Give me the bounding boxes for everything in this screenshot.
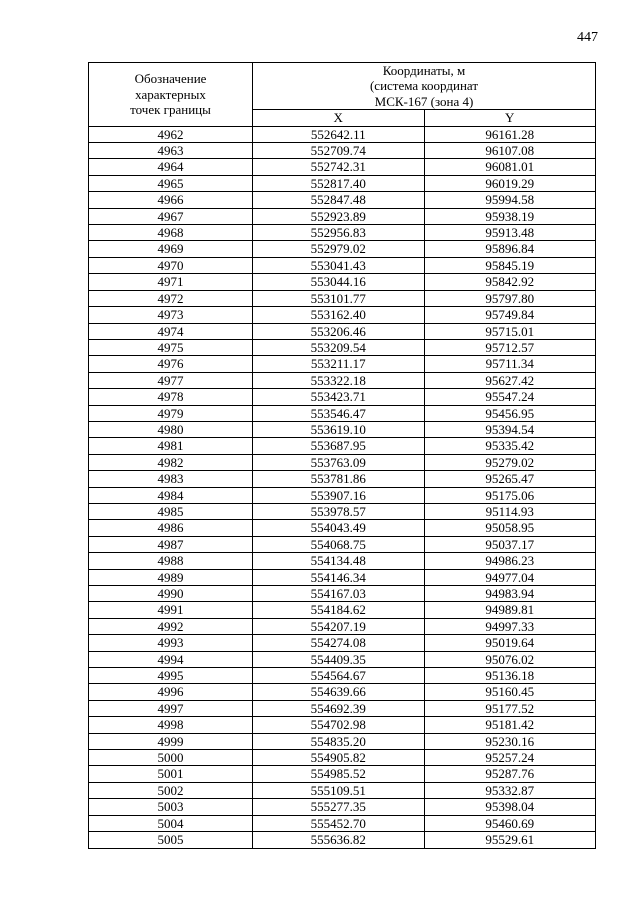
y-column-header: Y	[424, 110, 596, 126]
point-id-cell: 4974	[89, 323, 253, 339]
table-row	[89, 421, 596, 437]
x-coordinate-cell: 553781.86	[253, 471, 425, 487]
table-row	[89, 717, 596, 733]
y-coordinate-cell: 95749.84	[424, 307, 596, 323]
table-row	[89, 175, 596, 191]
x-coordinate-cell: 555277.35	[253, 799, 425, 815]
coords-header-line: Координаты, м	[382, 63, 466, 78]
x-coordinate-cell: 552847.48	[253, 192, 425, 208]
point-id-cell: 5002	[89, 782, 253, 798]
y-coordinate-cell: 95114.93	[424, 503, 596, 519]
x-coordinate-cell: 554692.39	[253, 700, 425, 716]
table-row	[89, 192, 596, 208]
x-coordinate-cell: 553546.47	[253, 405, 425, 421]
y-coordinate-cell: 94977.04	[424, 569, 596, 585]
table-row	[89, 159, 596, 175]
table-row	[89, 799, 596, 815]
y-coordinate-cell: 95715.01	[424, 323, 596, 339]
point-id-cell: 4977	[89, 372, 253, 388]
y-coordinate-cell: 95257.24	[424, 750, 596, 766]
table-row	[89, 257, 596, 273]
point-column-header	[89, 63, 253, 127]
y-coordinate-cell: 95529.61	[424, 832, 596, 848]
y-coordinate-cell: 95037.17	[424, 536, 596, 552]
y-coordinate-cell: 95177.52	[424, 700, 596, 716]
point-header-line: точек границы	[130, 102, 211, 118]
point-id-cell: 4996	[89, 684, 253, 700]
table-row	[89, 225, 596, 241]
table-row	[89, 290, 596, 306]
x-coordinate-cell: 553619.10	[253, 421, 425, 437]
table-row	[89, 815, 596, 831]
y-coordinate-cell: 95842.92	[424, 274, 596, 290]
point-id-cell: 4967	[89, 208, 253, 224]
point-id-cell: 4964	[89, 159, 253, 175]
point-id-cell: 4968	[89, 225, 253, 241]
y-coordinate-cell: 95181.42	[424, 717, 596, 733]
table-row	[89, 618, 596, 634]
table-row	[89, 126, 596, 142]
y-coordinate-cell: 96019.29	[424, 175, 596, 191]
table-row	[89, 733, 596, 749]
x-coordinate-cell: 552979.02	[253, 241, 425, 257]
point-id-cell: 4963	[89, 143, 253, 159]
table-row	[89, 520, 596, 536]
table-header	[89, 63, 596, 127]
x-coordinate-cell: 553206.46	[253, 323, 425, 339]
table-row	[89, 503, 596, 519]
point-id-cell: 4987	[89, 536, 253, 552]
point-id-cell: 4982	[89, 454, 253, 470]
table-row	[89, 143, 596, 159]
x-coordinate-cell: 552923.89	[253, 208, 425, 224]
table-row	[89, 602, 596, 618]
table-row	[89, 782, 596, 798]
y-coordinate-cell: 95019.64	[424, 635, 596, 651]
x-column-header: X	[253, 110, 425, 126]
x-coordinate-cell: 553763.09	[253, 454, 425, 470]
table-row	[89, 569, 596, 585]
point-id-cell: 4984	[89, 487, 253, 503]
y-coordinate-cell: 95547.24	[424, 389, 596, 405]
point-id-cell: 4995	[89, 668, 253, 684]
x-coordinate-cell: 552956.83	[253, 225, 425, 241]
point-id-cell: 4979	[89, 405, 253, 421]
y-coordinate-cell: 95175.06	[424, 487, 596, 503]
x-coordinate-cell: 554043.49	[253, 520, 425, 536]
y-coordinate-cell: 95627.42	[424, 372, 596, 388]
table-row	[89, 339, 596, 355]
y-coordinate-cell: 95994.58	[424, 192, 596, 208]
coordinates-column-header	[253, 63, 596, 110]
y-coordinate-cell: 95711.34	[424, 356, 596, 372]
table-row	[89, 487, 596, 503]
x-coordinate-cell: 552817.40	[253, 175, 425, 191]
page-number: 447	[577, 30, 598, 45]
y-coordinate-cell: 95845.19	[424, 257, 596, 273]
point-id-cell: 4975	[89, 339, 253, 355]
point-id-cell: 4985	[89, 503, 253, 519]
table-row	[89, 536, 596, 552]
point-id-cell: 4980	[89, 421, 253, 437]
x-coordinate-cell: 554639.66	[253, 684, 425, 700]
x-coordinate-cell: 552709.74	[253, 143, 425, 159]
y-coordinate-cell: 95279.02	[424, 454, 596, 470]
table-row	[89, 700, 596, 716]
table-row	[89, 372, 596, 388]
point-id-cell: 4966	[89, 192, 253, 208]
point-id-cell: 4969	[89, 241, 253, 257]
point-id-cell: 5001	[89, 766, 253, 782]
point-id-cell: 4965	[89, 175, 253, 191]
point-header-line: Обозначение	[134, 71, 207, 87]
table-body	[89, 126, 596, 848]
y-coordinate-cell: 95332.87	[424, 782, 596, 798]
coords-header-line: МСК-167 (зона 4)	[374, 93, 474, 109]
y-coordinate-cell: 95896.84	[424, 241, 596, 257]
y-coordinate-cell: 96161.28	[424, 126, 596, 142]
table-row	[89, 586, 596, 602]
x-coordinate-cell: 554207.19	[253, 618, 425, 634]
x-coordinate-cell: 553978.57	[253, 503, 425, 519]
y-coordinate-cell: 95136.18	[424, 668, 596, 684]
x-coordinate-cell: 555452.70	[253, 815, 425, 831]
table-row	[89, 405, 596, 421]
table-row	[89, 307, 596, 323]
point-id-cell: 4991	[89, 602, 253, 618]
y-coordinate-cell: 95394.54	[424, 421, 596, 437]
coordinates-table	[88, 62, 596, 849]
point-id-cell: 4998	[89, 717, 253, 733]
y-coordinate-cell: 96081.01	[424, 159, 596, 175]
y-coordinate-cell: 94989.81	[424, 602, 596, 618]
point-id-cell: 5003	[89, 799, 253, 815]
y-coordinate-cell: 95456.95	[424, 405, 596, 421]
point-id-cell: 4970	[89, 257, 253, 273]
x-coordinate-cell: 553322.18	[253, 372, 425, 388]
header-row	[89, 63, 596, 110]
y-coordinate-cell: 95058.95	[424, 520, 596, 536]
point-id-cell: 4999	[89, 733, 253, 749]
x-coordinate-cell: 554134.48	[253, 553, 425, 569]
y-coordinate-cell: 95797.80	[424, 290, 596, 306]
x-coordinate-cell: 554564.67	[253, 668, 425, 684]
table-row	[89, 832, 596, 848]
x-coordinate-cell: 554409.35	[253, 651, 425, 667]
y-coordinate-cell: 95335.42	[424, 438, 596, 454]
y-coordinate-cell: 95938.19	[424, 208, 596, 224]
point-id-cell: 4989	[89, 569, 253, 585]
point-id-cell: 4986	[89, 520, 253, 536]
x-coordinate-cell: 554702.98	[253, 717, 425, 733]
table-row	[89, 651, 596, 667]
y-coordinate-cell: 94983.94	[424, 586, 596, 602]
point-id-cell: 4978	[89, 389, 253, 405]
coords-header-line: (система координат	[369, 78, 479, 94]
point-id-cell: 5005	[89, 832, 253, 848]
table-row	[89, 766, 596, 782]
table-row	[89, 438, 596, 454]
x-coordinate-cell: 554985.52	[253, 766, 425, 782]
point-id-cell: 4971	[89, 274, 253, 290]
table-row	[89, 471, 596, 487]
table-row	[89, 208, 596, 224]
x-coordinate-cell: 553687.95	[253, 438, 425, 454]
point-id-cell: 4962	[89, 126, 253, 142]
table-row	[89, 750, 596, 766]
point-id-cell: 4997	[89, 700, 253, 716]
x-coordinate-cell: 555636.82	[253, 832, 425, 848]
point-id-cell: 4992	[89, 618, 253, 634]
x-coordinate-cell: 554905.82	[253, 750, 425, 766]
y-coordinate-cell: 95913.48	[424, 225, 596, 241]
point-id-cell: 4976	[89, 356, 253, 372]
point-id-cell: 4972	[89, 290, 253, 306]
y-coordinate-cell: 95076.02	[424, 651, 596, 667]
point-id-cell: 4990	[89, 586, 253, 602]
point-id-cell: 4994	[89, 651, 253, 667]
x-coordinate-cell: 552742.31	[253, 159, 425, 175]
y-coordinate-cell: 95712.57	[424, 339, 596, 355]
y-coordinate-cell: 94997.33	[424, 618, 596, 634]
table-row	[89, 356, 596, 372]
table-row	[89, 553, 596, 569]
x-coordinate-cell: 553907.16	[253, 487, 425, 503]
y-coordinate-cell: 95398.04	[424, 799, 596, 815]
point-id-cell: 4973	[89, 307, 253, 323]
x-coordinate-cell: 554146.34	[253, 569, 425, 585]
x-coordinate-cell: 554274.08	[253, 635, 425, 651]
y-coordinate-cell: 96107.08	[424, 143, 596, 159]
x-coordinate-cell: 553423.71	[253, 389, 425, 405]
x-coordinate-cell: 553209.54	[253, 339, 425, 355]
table-row	[89, 389, 596, 405]
x-coordinate-cell: 553044.16	[253, 274, 425, 290]
x-coordinate-cell: 553041.43	[253, 257, 425, 273]
point-id-cell: 4988	[89, 553, 253, 569]
point-id-cell: 4981	[89, 438, 253, 454]
y-coordinate-cell: 94986.23	[424, 553, 596, 569]
point-header-line: характерных	[135, 86, 206, 102]
table-row	[89, 668, 596, 684]
table-row	[89, 323, 596, 339]
x-coordinate-cell: 554835.20	[253, 733, 425, 749]
point-id-cell: 4993	[89, 635, 253, 651]
x-coordinate-cell: 555109.51	[253, 782, 425, 798]
y-coordinate-cell: 95265.47	[424, 471, 596, 487]
point-id-cell: 5004	[89, 815, 253, 831]
x-coordinate-cell: 552642.11	[253, 126, 425, 142]
point-id-cell: 5000	[89, 750, 253, 766]
point-id-cell: 4983	[89, 471, 253, 487]
table-row	[89, 684, 596, 700]
table-row	[89, 635, 596, 651]
table-row	[89, 454, 596, 470]
y-coordinate-cell: 95287.76	[424, 766, 596, 782]
x-coordinate-cell: 553211.17	[253, 356, 425, 372]
table-row	[89, 274, 596, 290]
table-row	[89, 241, 596, 257]
x-coordinate-cell: 553162.40	[253, 307, 425, 323]
x-coordinate-cell: 554184.62	[253, 602, 425, 618]
y-coordinate-cell: 95160.45	[424, 684, 596, 700]
x-coordinate-cell: 554068.75	[253, 536, 425, 552]
y-coordinate-cell: 95230.16	[424, 733, 596, 749]
x-coordinate-cell: 554167.03	[253, 586, 425, 602]
y-coordinate-cell: 95460.69	[424, 815, 596, 831]
x-coordinate-cell: 553101.77	[253, 290, 425, 306]
